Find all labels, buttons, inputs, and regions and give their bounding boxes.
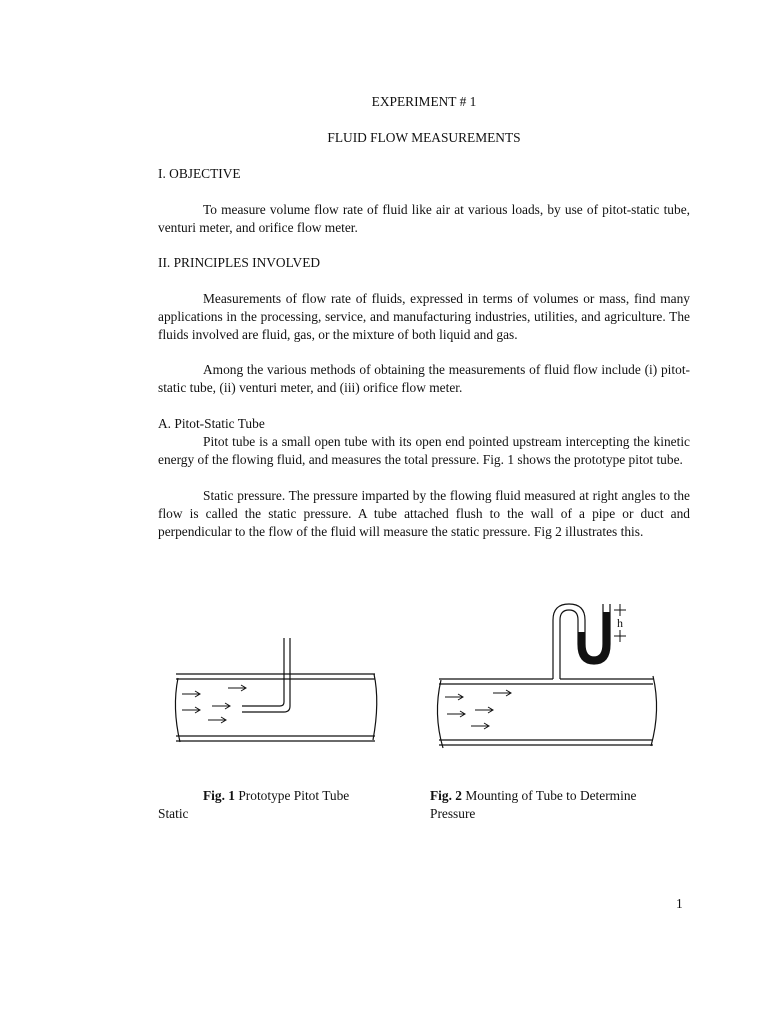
figure-1-caption (203, 787, 349, 805)
experiment-number: EXPERIMENT # 1 (371, 94, 477, 109)
flow-arrow (493, 690, 511, 696)
objective-heading: I. OBJECTIVE (158, 166, 241, 181)
figure-2-caption (430, 787, 636, 805)
manometer-inner (585, 604, 603, 657)
flow-arrow (447, 711, 465, 717)
pitot-heading: A. Pitot-Static Tube (158, 416, 265, 431)
flow-arrow (228, 685, 246, 691)
flow-arrow (212, 703, 230, 709)
pitot-tube-inner (242, 638, 290, 712)
pitot-tube-outer (242, 638, 284, 706)
flow-arrow (182, 707, 200, 713)
height-label: h (617, 616, 623, 630)
static-tube-diagram (425, 596, 665, 756)
pipe-break-left (437, 680, 443, 748)
stray-caption-word: Static (158, 806, 189, 821)
flow-arrow (182, 691, 200, 697)
static-tube-inner (560, 610, 578, 679)
pitot-tube-diagram (170, 630, 385, 750)
figure-2-static-tube (425, 596, 665, 756)
principles-paragraph-1: Measurements of flow rate of fluids, expressed in terms of volumes or mass, find many applications in the processing, service, and manufacturing industries, utilities, and agriculture. The fluids involved are fluid, gas, or the mixture of both liquid and gas. (158, 291, 690, 342)
principles-heading: II. PRINCIPLES INVOLVED (158, 255, 321, 270)
figure-1-caption-text: Prototype Pitot Tube (238, 788, 350, 803)
manometer-liquid (578, 612, 610, 664)
page-number: 1 (676, 896, 683, 911)
flow-arrow (471, 723, 489, 729)
flow-arrow (208, 717, 226, 723)
pipe-break-right (373, 674, 377, 740)
figure-1-label: Fig. 1 (203, 788, 235, 803)
pitot-paragraph-1: Pitot tube is a small open tube with its open end pointed upstream intercepting the kinetic energy of the flowing fluid, and measures the total pressure. Fig. 1 shows the prototype pitot tube. (158, 434, 690, 467)
figure-2-caption-text: Mounting of Tube to Determine (465, 788, 637, 803)
principles-paragraph-2: Among the various methods of obtaining the measurements of fluid flow include (i) pitot-static tube, (ii) venturi meter, and (iii) orifice flow meter. (158, 362, 690, 395)
pitot-paragraph-2: Static pressure. The pressure imparted by the flowing fluid measured at right angles to the flow is called the static pressure. A tube attached flush to the wall of a pipe or duct and perpendicular to the flow of the fluid will measure the static pressure. Fig 2 illustrates this. (158, 488, 690, 539)
figure-2-label: Fig. 2 (430, 788, 462, 803)
objective-paragraph: To measure volume flow rate of fluid like air at various loads, by use of pitot-static tube, venturi meter, and orifice flow meter. (158, 202, 690, 235)
pipe-break-right (651, 676, 657, 746)
flow-arrow (445, 694, 463, 700)
figure-1-pitot-tube (170, 630, 385, 750)
figure-2-caption-line-2: Pressure (430, 806, 476, 821)
flow-arrow (475, 707, 493, 713)
document-title: FLUID FLOW MEASUREMENTS (327, 130, 521, 145)
pipe-break-left (175, 678, 180, 742)
